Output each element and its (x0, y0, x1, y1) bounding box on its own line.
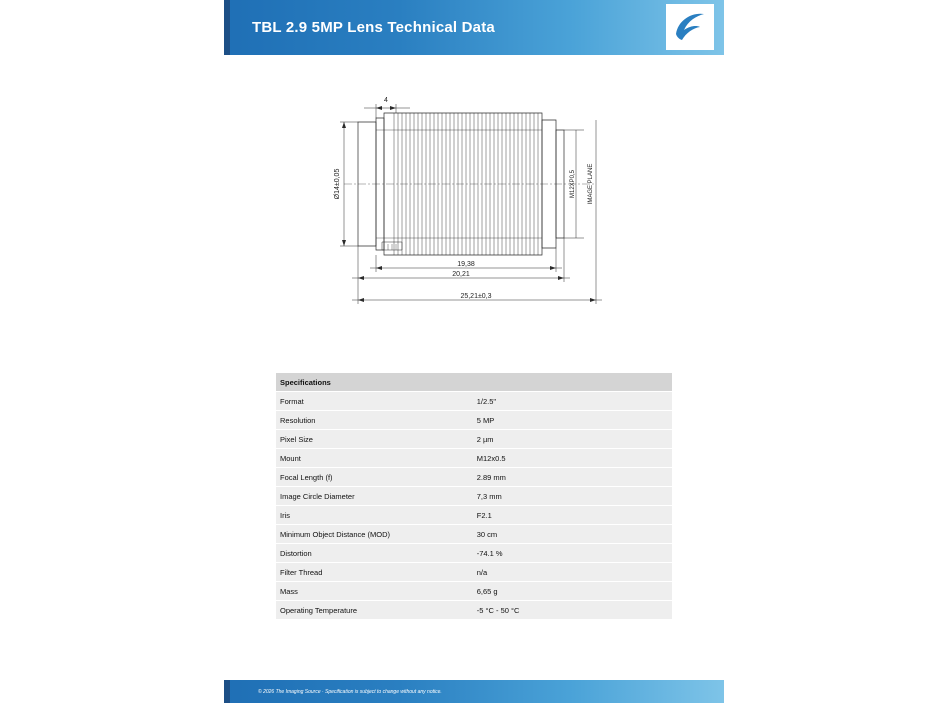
table-row (276, 487, 672, 506)
page-footer (224, 680, 724, 703)
dim-top-width: 4 (384, 97, 388, 104)
table-header-row (276, 373, 672, 392)
spec-value: -74.1 % (473, 544, 672, 563)
page-title: TBL 2.9 5MP Lens Technical Data (252, 19, 495, 36)
spec-value: 2.89 mm (473, 468, 672, 487)
dim-length-2: 20,21 (452, 271, 470, 278)
spec-value: 30 cm (473, 525, 672, 544)
spec-label: Iris (276, 506, 473, 525)
lens-dimension-drawing (224, 60, 724, 350)
footer-copyright: © 2026 The Imaging Source · Specification is subject to change without any notice. (258, 688, 442, 695)
page-header (224, 0, 724, 55)
spec-label: Format (276, 392, 473, 411)
spec-value: F2.1 (473, 506, 672, 525)
spec-value: M12x0.5 (473, 449, 672, 468)
dim-mount-thread: M12XP0,5 (570, 169, 576, 199)
header-accent-bar (224, 0, 230, 55)
label-image-plane: IMAGE PLANE (588, 163, 594, 205)
dim-diameter: Ø14±0,05 (334, 168, 341, 200)
table-row (276, 430, 672, 449)
spec-label: Resolution (276, 411, 473, 430)
spec-label: Filter Thread (276, 563, 473, 582)
spec-value: 7,3 mm (473, 487, 672, 506)
table-row (276, 411, 672, 430)
spec-label: Distortion (276, 544, 473, 563)
spec-value: 6,65 g (473, 582, 672, 601)
spec-label: Mount (276, 449, 473, 468)
table-row (276, 392, 672, 411)
spec-label: Pixel Size (276, 430, 473, 449)
technical-drawing (224, 60, 724, 350)
spec-label: Operating Temperature (276, 601, 473, 620)
spec-value: n/a (473, 563, 672, 582)
dim-length-3: 25,21±0,3 (460, 293, 492, 300)
specifications-table (276, 373, 672, 620)
spec-label: Image Circle Diameter (276, 487, 473, 506)
specifications-title: Specifications (276, 373, 473, 392)
table-row (276, 468, 672, 487)
spec-label: Minimum Object Distance (MOD) (276, 525, 473, 544)
table-row (276, 506, 672, 525)
spec-value: -5 °C - 50 °C (473, 601, 672, 620)
table-row (276, 563, 672, 582)
imaging-source-logo-icon (666, 4, 714, 50)
spec-value: 1/2.5" (473, 392, 672, 411)
specifications-title-spacer (473, 373, 672, 392)
table-row (276, 449, 672, 468)
spec-value: 2 µm (473, 430, 672, 449)
dim-length-1: 19,38 (457, 261, 475, 268)
table-row (276, 525, 672, 544)
spec-label: Focal Length (f) (276, 468, 473, 487)
table-row (276, 544, 672, 563)
table-row (276, 582, 672, 601)
footer-accent-bar (224, 680, 230, 703)
spec-label: Mass (276, 582, 473, 601)
spec-value: 5 MP (473, 411, 672, 430)
table-row (276, 601, 672, 620)
